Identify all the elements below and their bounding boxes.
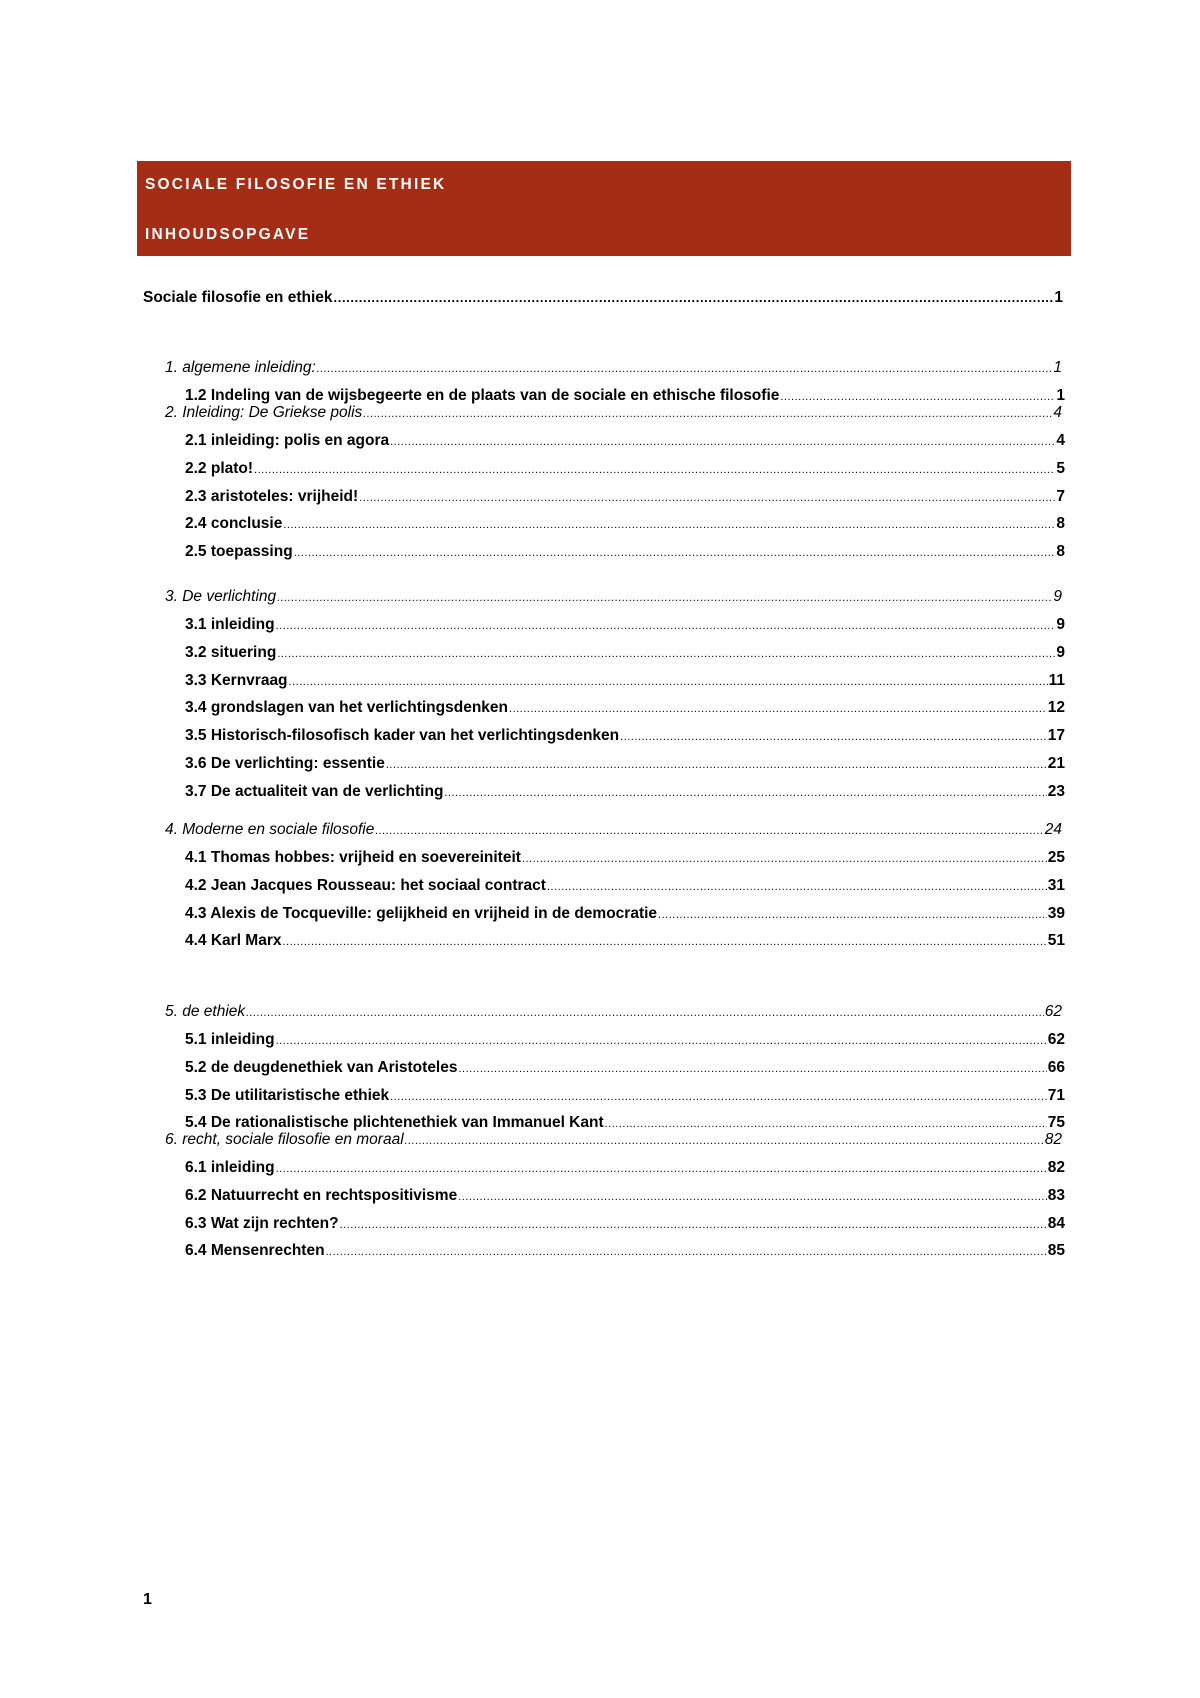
toc-subsection-entry[interactable] (185, 1239, 1065, 1263)
toc-entry-label: 2.2 plato! (185, 459, 254, 477)
toc-subsection-entry[interactable] (185, 846, 1065, 870)
toc-entry-label: 5.4 De rationalistische plichtenethiek van Immanuel Kant (185, 1114, 604, 1132)
dot-leader (289, 670, 1048, 694)
toc-entry-label: 1. algemene inleiding: (165, 359, 316, 376)
toc-subsection-entry[interactable] (185, 512, 1065, 536)
toc-entry-label: 6.2 Natuurrecht en rechtspositivisme (185, 1186, 458, 1204)
toc-page-number: 9 (1056, 643, 1065, 661)
toc-entry-label: 2.5 toepassing (185, 543, 293, 561)
dot-leader (317, 357, 1053, 381)
toc-page-number: 83 (1047, 1186, 1065, 1204)
toc-page-number: 21 (1047, 755, 1065, 772)
toc-entry-label: 3.5 Historisch-filosofisch kader van het verlichtingsdenken (185, 727, 620, 745)
dot-leader (390, 430, 1055, 454)
toc-entry-label: 2.1 inleiding: polis en agora (185, 432, 390, 449)
toc-page-number: 84 (1047, 1214, 1065, 1232)
toc-page-number: 39 (1047, 904, 1065, 922)
toc-entry-label: 1.2 Indeling van de wijsbegeerte en de plaats van de sociale en ethische filosofie (185, 387, 780, 404)
toc-page-number: 12 (1047, 699, 1065, 717)
toc-page-number: 25 (1047, 849, 1065, 866)
document-title: SOCIALE FILOSOFIE EN ETHIEK (145, 176, 447, 193)
dot-leader (294, 541, 1056, 565)
toc-entry-label: 3.1 inleiding (185, 616, 275, 633)
toc-section-entry[interactable] (165, 585, 1062, 609)
toc-entry-label: 3.7 De actualiteit van de verlichting (185, 782, 444, 800)
toc-page-number: 4 (1053, 404, 1062, 421)
toc-page-number: 1 (1054, 289, 1063, 306)
toc-subsection-entry[interactable] (185, 752, 1065, 776)
dot-leader (444, 781, 1046, 805)
toc-page-number: 7 (1056, 487, 1065, 505)
toc-section-entry[interactable] (165, 356, 1062, 380)
toc-entry-label: 3.6 De verlichting: essentie (185, 755, 385, 772)
dot-leader (283, 513, 1055, 537)
toc-subsection-entry[interactable] (185, 1028, 1065, 1052)
toc-page-number: 31 (1047, 876, 1065, 894)
toc-entry-label: 5. de ethiek (165, 1003, 246, 1020)
toc-subsection-entry[interactable] (185, 1056, 1065, 1080)
toc-page-number: 62 (1047, 1031, 1065, 1048)
toc-section-entry[interactable] (165, 401, 1062, 425)
toc-subsection-entry[interactable] (185, 902, 1065, 926)
toc-subsection-entry[interactable] (185, 724, 1065, 748)
toc-entry-label: 4.4 Karl Marx (185, 932, 282, 950)
toc-page-number: 82 (1047, 1159, 1065, 1176)
toc-subsection-entry[interactable] (185, 1084, 1065, 1108)
toc-main-entry[interactable] (143, 286, 1063, 310)
toc-entry-label: 2.4 conclusie (185, 515, 283, 533)
toc-page-number: 51 (1047, 932, 1065, 950)
dot-leader (283, 930, 1047, 954)
dot-leader (276, 1029, 1047, 1053)
toc-page-number: 9 (1056, 616, 1065, 633)
toc-subsection-entry[interactable] (185, 1184, 1065, 1208)
toc-section-entry[interactable] (165, 1128, 1062, 1152)
toc-entry-label: 3.2 situering (185, 643, 277, 661)
toc-section-entry[interactable] (165, 1000, 1062, 1024)
dot-leader (458, 1057, 1046, 1081)
toc-subsection-entry[interactable] (185, 780, 1065, 804)
toc-subsection-entry[interactable] (185, 696, 1065, 720)
toc-subsection-entry[interactable] (185, 540, 1065, 564)
toc-page-number: 66 (1047, 1058, 1065, 1076)
toc-subsection-entry[interactable] (185, 457, 1065, 481)
toc-entry-label: 3.4 grondslagen van het verlichtingsdenken (185, 699, 509, 717)
toc-subsection-entry[interactable] (185, 1212, 1065, 1236)
toc-subsection-entry[interactable] (185, 429, 1065, 453)
dot-leader (276, 1157, 1047, 1181)
toc-entry-label: 6.4 Mensenrechten (185, 1242, 325, 1260)
toc-entry-label: 6.1 inleiding (185, 1159, 275, 1176)
toc-entry-label: 6. recht, sociale filosofie en moraal (165, 1131, 404, 1148)
toc-page-number: 62 (1044, 1003, 1062, 1020)
toc-subsection-entry[interactable] (185, 929, 1065, 953)
dot-leader (405, 1129, 1044, 1153)
toc-entry-label: 5.1 inleiding (185, 1031, 275, 1048)
toc-entry-label: 4.3 Alexis de Tocqueville: gelijkheid en vrijheid in de democratie (185, 904, 658, 922)
dot-leader (340, 1213, 1047, 1237)
toc-subsection-entry[interactable] (185, 613, 1065, 637)
dot-leader (522, 847, 1047, 871)
toc-entry-label: 3. De verlichting (165, 588, 277, 605)
toc-page-number: 9 (1053, 588, 1062, 605)
dot-leader (326, 1240, 1047, 1264)
toc-subsection-entry[interactable] (185, 641, 1065, 665)
dot-leader (334, 286, 1054, 310)
toc-page-number: 71 (1047, 1086, 1065, 1104)
toc-page-number: 23 (1047, 782, 1065, 800)
toc-page-number: 5 (1056, 459, 1065, 477)
dot-leader (658, 903, 1047, 927)
toc-entry-label: 4.1 Thomas hobbes: vrijheid en soevereiniteit (185, 849, 521, 866)
toc-page-number: 24 (1044, 821, 1062, 838)
dot-leader (386, 753, 1047, 777)
title-banner (137, 161, 1071, 256)
toc-entry-label: 4. Moderne en sociale filosofie (165, 821, 375, 838)
dot-leader (254, 458, 1055, 482)
toc-page-number: 8 (1056, 543, 1065, 561)
page-number: 1 (143, 1591, 152, 1608)
toc-heading: INHOUDSOPGAVE (145, 226, 311, 243)
dot-leader (277, 642, 1055, 666)
toc-page-number: 8 (1056, 515, 1065, 533)
toc-entry-label: Sociale filosofie en ethiek (143, 289, 333, 306)
dot-leader (277, 586, 1052, 610)
toc-page-number: 1 (1053, 359, 1062, 376)
toc-entry-label: 5.2 de deugdenethiek van Aristoteles (185, 1058, 458, 1076)
toc-entry-label: 3.3 Kernvraag (185, 671, 288, 689)
toc-page-number: 75 (1047, 1114, 1065, 1132)
toc-entry-label: 4.2 Jean Jacques Rousseau: het sociaal contract (185, 876, 546, 894)
dot-leader (390, 1085, 1047, 1109)
dot-leader (359, 486, 1055, 510)
toc-page-number: 1 (1056, 387, 1065, 404)
dot-leader (375, 819, 1043, 843)
toc-entry-label: 2.3 aristoteles: vrijheid! (185, 487, 359, 505)
toc-page-number: 17 (1047, 727, 1065, 745)
toc-page-number: 4 (1056, 432, 1065, 449)
dot-leader (363, 402, 1052, 426)
dot-leader (620, 725, 1047, 749)
toc-subsection-entry[interactable] (185, 669, 1065, 693)
toc-entry-label: 6.3 Wat zijn rechten? (185, 1214, 339, 1232)
toc-page-number: 82 (1044, 1131, 1062, 1148)
toc-page-number: 11 (1048, 671, 1065, 689)
toc-entry-label: 5.3 De utilitaristische ethiek (185, 1086, 390, 1104)
toc-page-number: 85 (1047, 1242, 1065, 1260)
toc-subsection-entry[interactable] (185, 1156, 1065, 1180)
dot-leader (246, 1001, 1044, 1025)
toc-subsection-entry[interactable] (185, 485, 1065, 509)
dot-leader (276, 614, 1056, 638)
toc-section-entry[interactable] (165, 818, 1062, 842)
toc-subsection-entry[interactable] (185, 874, 1065, 898)
dot-leader (547, 875, 1047, 899)
dot-leader (458, 1185, 1047, 1209)
toc-entry-label: 2. Inleiding: De Griekse polis (165, 404, 363, 421)
dot-leader (509, 697, 1047, 721)
